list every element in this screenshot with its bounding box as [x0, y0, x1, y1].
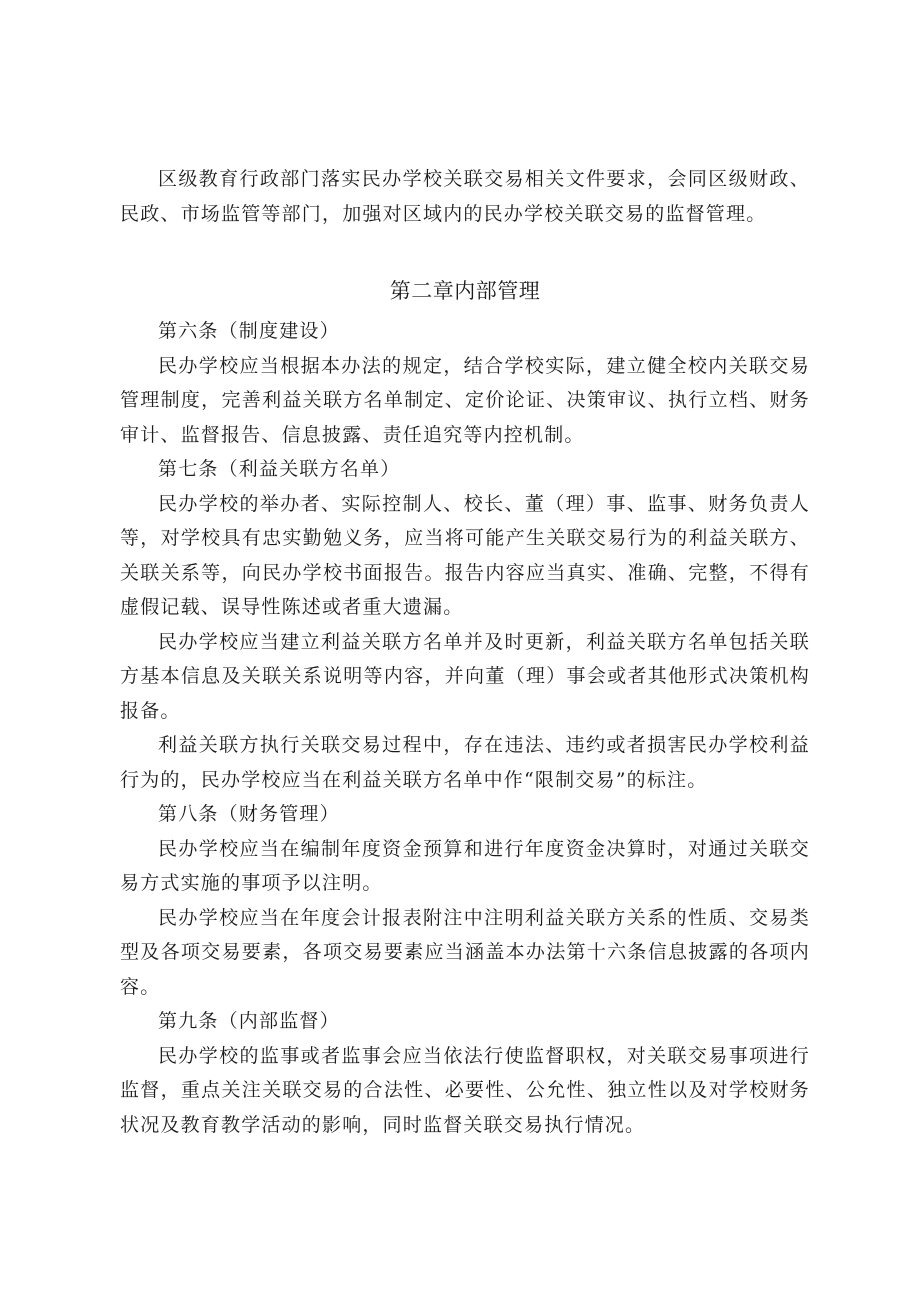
article-paragraph: 民办学校应当建立利益关联方名单并及时更新，利益关联方名单包括关联方基本信息及关联关系说明等内容，并向董（理）事会或者其他形式决策机构报备。: [120, 630, 810, 722]
article-paragraph: 民办学校应当在年度会计报表附注中注明利益关联方关系的性质、交易类型及各项交易要素，各项交易要素应当涵盖本办法第十六条信息披露的各项内容。: [120, 906, 810, 998]
intro-paragraph: 区级教育行政部门落实民办学校关联交易相关文件要求，会同区级财政、民政、市场监管等部门，加强对区域内的民办学校关联交易的监督管理。: [120, 168, 810, 225]
article-title: 第六条（制度建设）: [158, 320, 340, 342]
article-6: [120, 314, 810, 452]
article-9: [120, 1004, 810, 1142]
article-8: [120, 797, 810, 1004]
chapter-title: 第二章内部管理: [389, 279, 541, 303]
article-title: 第九条（内部监督）: [158, 1010, 340, 1032]
article-title: 第八条（财务管理）: [158, 803, 340, 825]
article-paragraph: 民办学校应当在编制年度资金预算和进行年度资金决算时，对通过关联交易方式实施的事项予以注明。: [120, 837, 810, 894]
document-page: [120, 162, 810, 1142]
article-7: [120, 452, 810, 797]
article-title: 第七条（利益关联方名单）: [158, 458, 401, 480]
article-paragraph: 民办学校的举办者、实际控制人、校长、董（理）事、监事、财务负责人等，对学校具有忠实勤勉义务，应当将可能产生关联交易行为的利益关联方、关联关系等，向民办学校书面报告。报告内容应当真实、准确、完整，不得有虚假记载、误导性陈述或者重大遗漏。: [120, 492, 810, 618]
article-paragraph: 利益关联方执行关联交易过程中，存在违法、违约或者损害民办学校利益行为的，民办学校应当在利益关联方名单中作“限制交易”的标注。: [120, 734, 810, 791]
article-paragraph: 民办学校的监事或者监事会应当依法行使监督职权，对关联交易事项进行监督，重点关注关联交易的合法性、必要性、公允性、独立性以及对学校财务状况及教育教学活动的影响，同时监督关联交易执行情况。: [120, 1044, 810, 1136]
article-paragraph: 民办学校应当根据本办法的规定，结合学校实际，建立健全校内关联交易管理制度，完善利益关联方名单制定、定价论证、决策审议、执行立档、财务审计、监督报告、信息披露、责任追究等内控机制。: [120, 354, 810, 446]
